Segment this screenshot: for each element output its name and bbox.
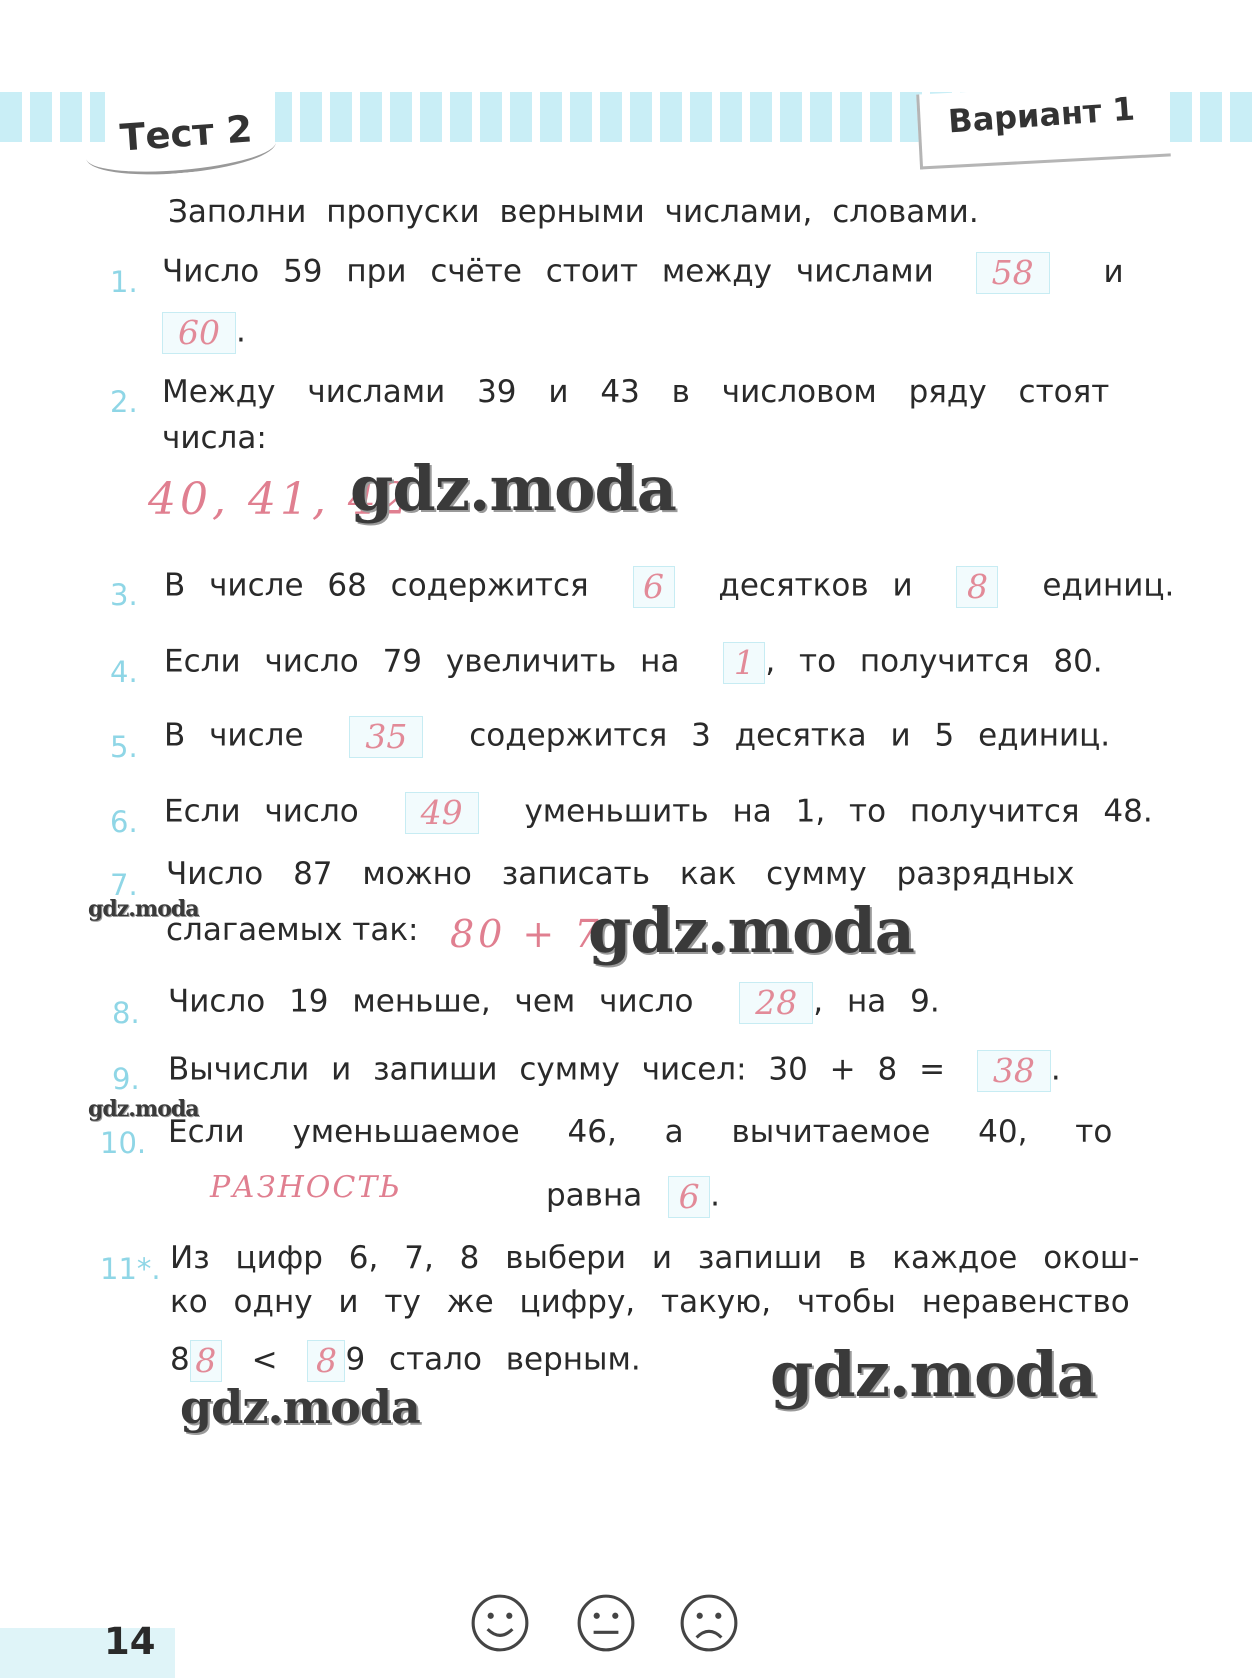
- task-1-answer-2: 60: [162, 312, 236, 354]
- task-11-line-3: [170, 1340, 641, 1382]
- task-8-number: 8.: [112, 996, 140, 1030]
- task-11-number: 11*.: [100, 1252, 161, 1286]
- task-9-number: 9.: [112, 1062, 140, 1096]
- task-8-text-b: , на 9.: [813, 983, 940, 1020]
- task-11-line-2: ко одну и ту же цифру, такую, чтобы неравенство: [170, 1284, 1130, 1320]
- task-7-number: 7.: [110, 868, 138, 902]
- smile-face-icon[interactable]: [469, 1592, 531, 1654]
- task-8-answer: 28: [739, 982, 813, 1024]
- task-1-line-2: [162, 312, 246, 354]
- task-11-digit-1: 8: [170, 1341, 190, 1378]
- neutral-face-icon[interactable]: [575, 1592, 637, 1654]
- task-10-end: .: [710, 1177, 720, 1214]
- page-number: 14: [104, 1620, 156, 1663]
- test-title: Тест 2: [118, 107, 254, 160]
- task-9-text: Вычисли и запиши сумму чисел: 30 + 8 =: [168, 1051, 946, 1088]
- task-4-text-a: Если число 79 увеличить на: [164, 643, 680, 680]
- task-7-answer: 80 + 7: [450, 912, 603, 956]
- task-10-line-1: Если уменьшаемое 46, а вычитаемое 40, то: [168, 1114, 1113, 1150]
- task-3-answer-1: 6: [633, 566, 675, 608]
- task-11-answer-1: 8: [190, 1340, 222, 1382]
- task-11-text-c: стало верным.: [389, 1341, 641, 1378]
- task-5-text-a: В числе: [164, 717, 304, 754]
- task-9-answer: 38: [977, 1050, 1051, 1092]
- task-3-line: [164, 566, 1174, 608]
- sad-face-icon[interactable]: [678, 1592, 740, 1654]
- task-5-line: [164, 716, 1110, 758]
- task-3-answer-2: 8: [956, 566, 998, 608]
- instruction: Заполни пропуски верными числами, словами.: [168, 194, 979, 230]
- task-2-number: 2.: [110, 385, 138, 419]
- task-3-text-a: В числе 68 содержится: [164, 567, 589, 604]
- task-2-line-1: Между числами 39 и 43 в числовом ряду стоят: [162, 374, 1110, 410]
- task-10-answer: 6: [668, 1176, 710, 1218]
- task-6-text-b: уменьшить на 1, то получится 48.: [524, 793, 1153, 830]
- task-4-number: 4.: [110, 655, 138, 689]
- task-4-text-b: , то получится 80.: [765, 643, 1103, 680]
- task-10-text-b: равна: [546, 1177, 643, 1214]
- task-6-line: [164, 792, 1153, 834]
- task-7-line-2: слагаемых так:: [166, 912, 419, 948]
- task-10-line-2: [546, 1176, 720, 1218]
- watermark-2: gdz.moda: [88, 896, 199, 922]
- watermark-1: gdz.moda: [350, 452, 676, 525]
- task-1-line-1: [162, 252, 1124, 294]
- task-1-answer-1: 58: [976, 252, 1050, 294]
- task-3-number: 3.: [110, 578, 138, 612]
- task-1-and: и: [1103, 253, 1124, 290]
- task-1-end: .: [236, 313, 246, 350]
- task-1-text: Число 59 при счёте стоит между числами: [162, 253, 934, 290]
- task-11-answer-2: 8: [307, 1340, 345, 1382]
- task-7-line-1: Число 87 можно записать как сумму разрядных: [166, 856, 1075, 892]
- task-6-answer: 49: [405, 792, 479, 834]
- variant-label: Вариант 1: [946, 89, 1137, 141]
- watermark-5: gdz.moda: [770, 1338, 1096, 1411]
- task-9-end: .: [1050, 1051, 1061, 1088]
- task-3-text-c: единиц.: [1042, 567, 1175, 604]
- watermark-4: gdz.moda: [88, 1096, 199, 1122]
- task-10-handwritten-word: РАЗНОСТЬ: [210, 1170, 402, 1205]
- task-10-number: 10.: [100, 1126, 147, 1160]
- task-6-text-a: Если число: [164, 793, 359, 830]
- task-9-line: [168, 1050, 1061, 1092]
- watermark-6: gdz.moda: [180, 1380, 420, 1434]
- task-5-number: 5.: [110, 730, 138, 764]
- task-5-answer: 35: [349, 716, 423, 758]
- task-11-line-1: Из цифр 6, 7, 8 выбери и запиши в каждое окош-: [170, 1240, 1140, 1276]
- task-11-less-than: <: [251, 1341, 278, 1378]
- task-5-text-b: содержится 3 десятка и 5 единиц.: [469, 717, 1111, 754]
- task-4-answer: 1: [723, 642, 765, 684]
- task-8-text-a: Число 19 меньше, чем число: [168, 983, 694, 1020]
- watermark-3: gdz.moda: [588, 894, 914, 967]
- task-4-line: [164, 642, 1103, 684]
- task-2-answer: 40, 41, 42: [148, 474, 412, 525]
- task-3-text-b: десятков и: [718, 567, 913, 604]
- task-11-digit-2: 9: [345, 1341, 366, 1378]
- task-6-number: 6.: [110, 805, 138, 839]
- task-8-line: [168, 982, 940, 1024]
- task-2-line-2: числа:: [162, 420, 267, 456]
- task-1-number: 1.: [110, 265, 138, 299]
